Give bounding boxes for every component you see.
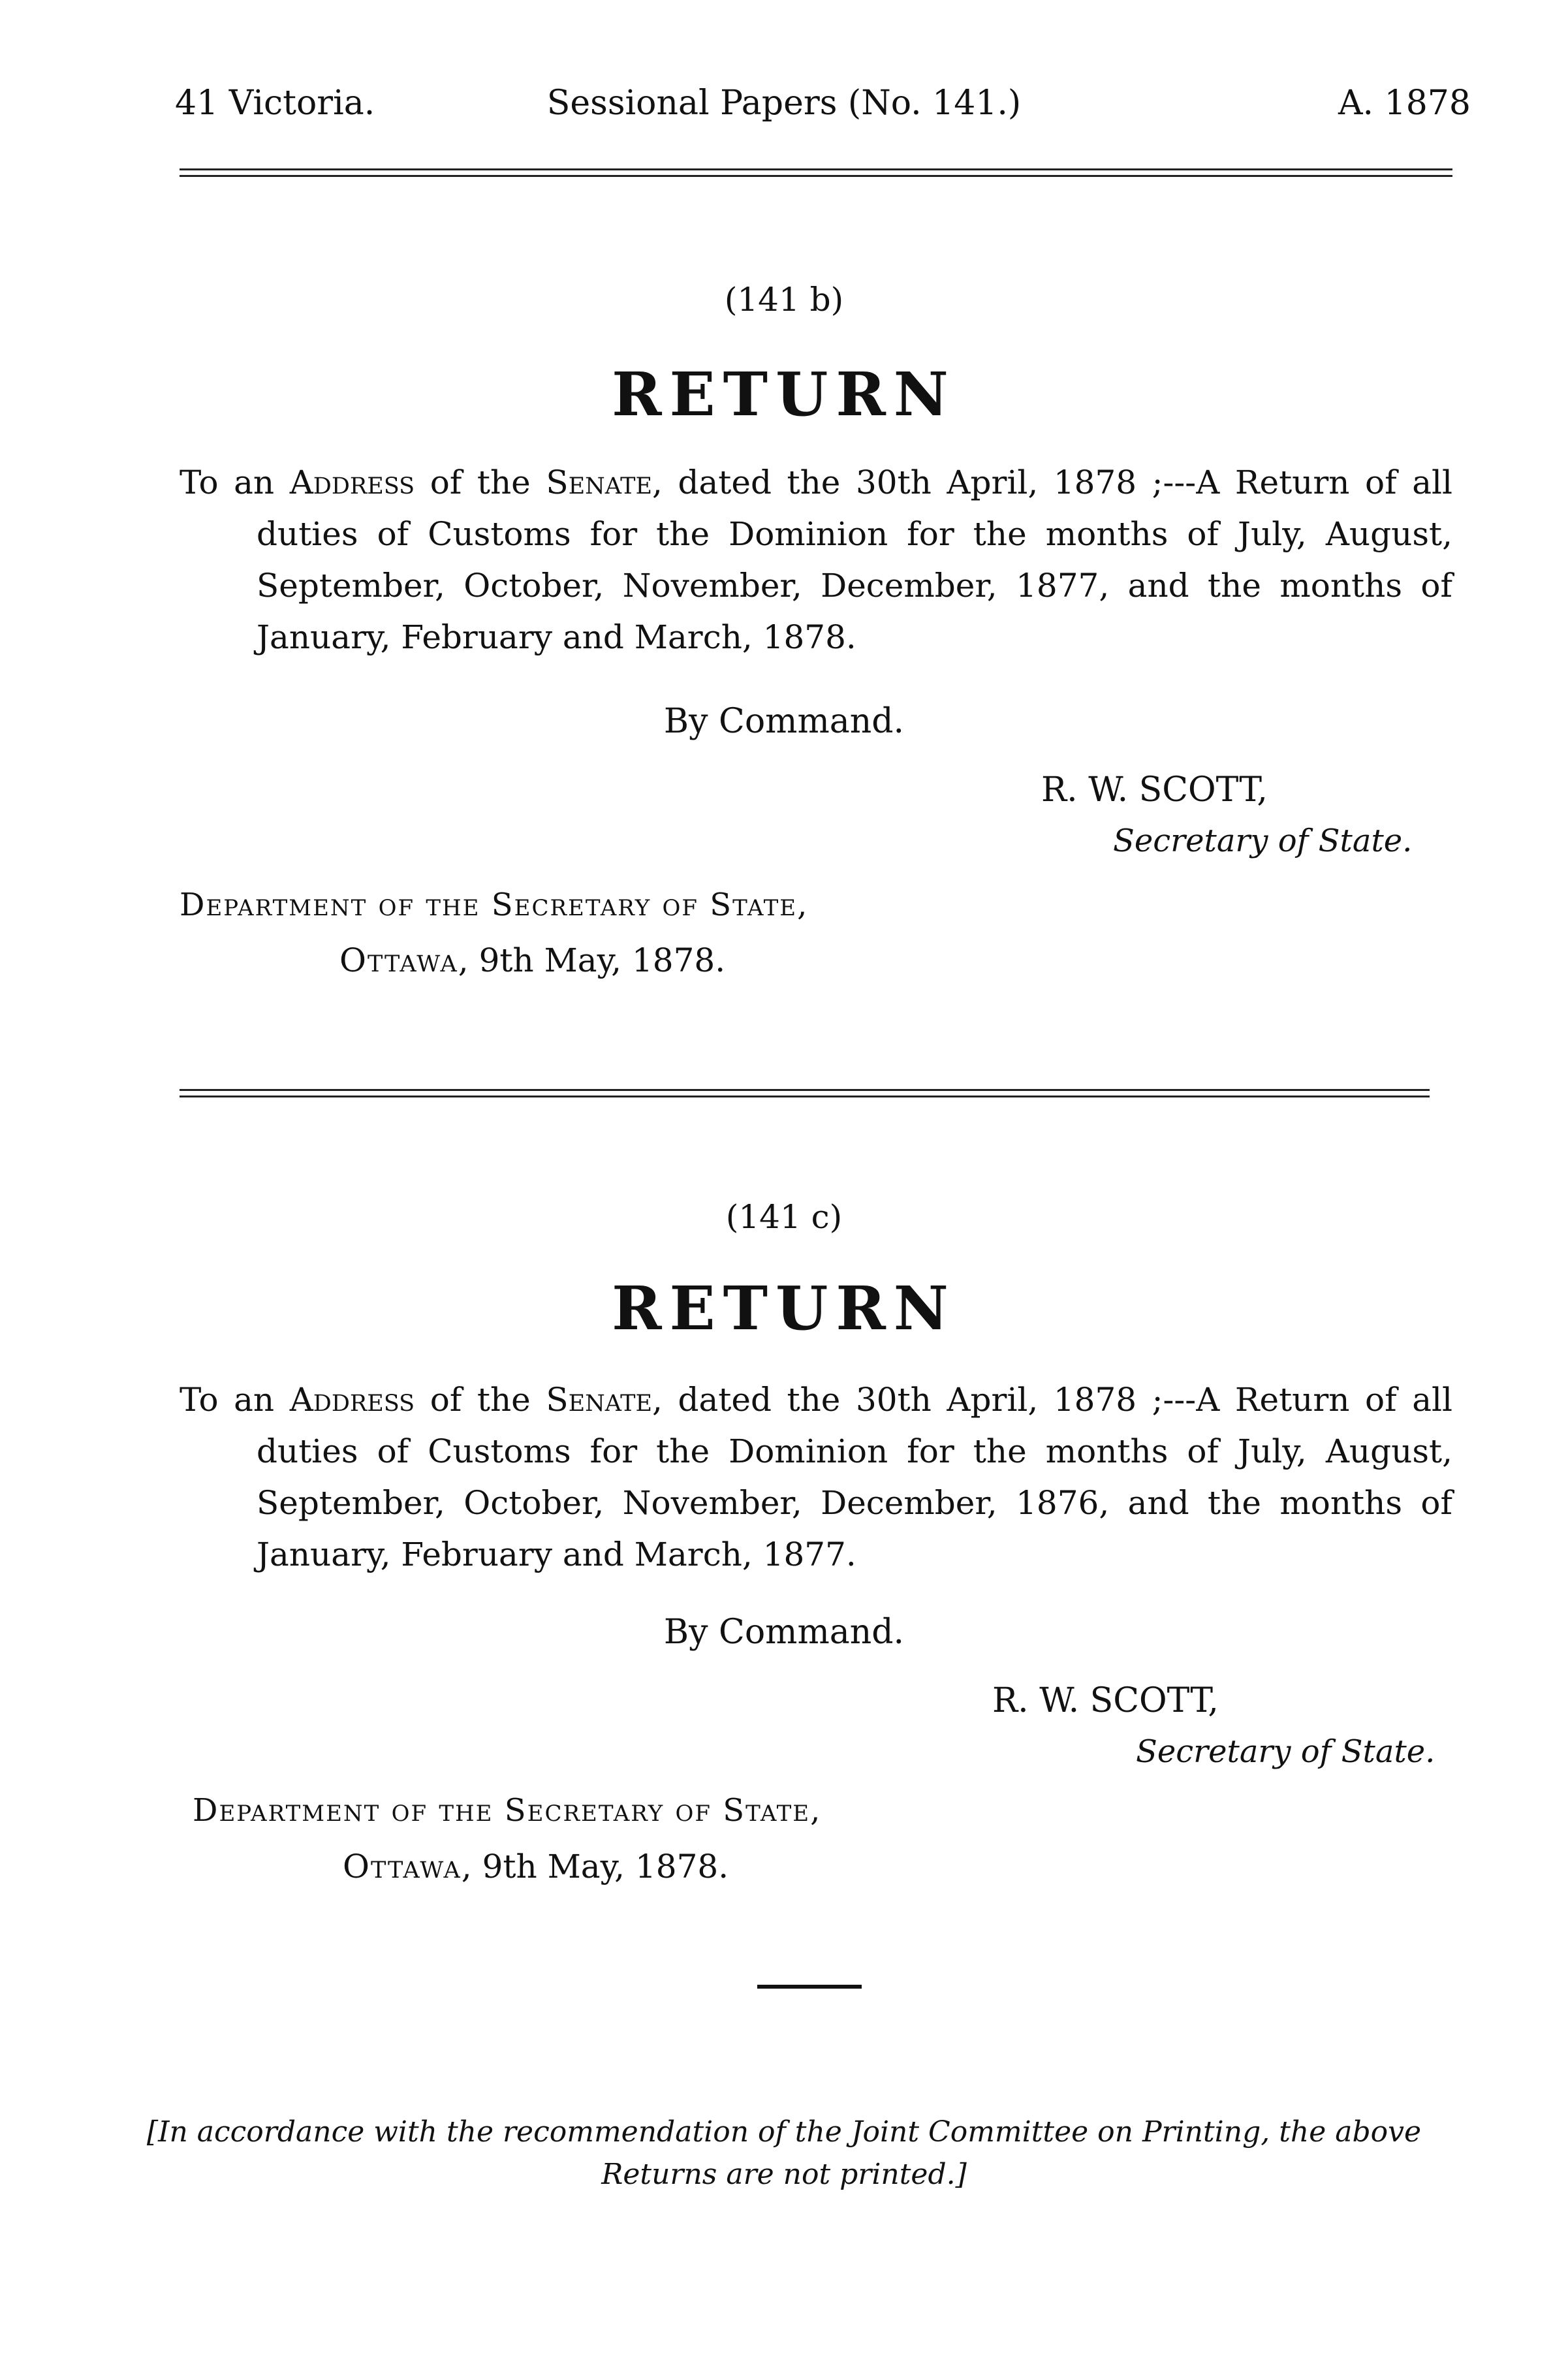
signatory-name: R. W. SCOTT, [992,1681,1219,1720]
paragraph-senate: Senate [546,464,653,501]
closing-rule [757,1985,862,1989]
return-paragraph [180,1374,1452,1581]
date: , 9th May, 1878. [461,1848,729,1885]
place: Ottawa [339,941,458,979]
date: , 9th May, 1878. [458,941,726,979]
department-name: Department of the Secretary of State, [193,1792,822,1829]
by-command: By Command. [663,702,905,741]
paragraph-text: of the [415,464,546,501]
paragraph-text: , dated the 30th April, 1878 ;---A Return of all duties of Customs for the Dominion for the months of July, August, September, October, November, December, 1877, and the months of January, February and March, 1878. [257,464,1452,656]
place-and-date [339,941,725,979]
paragraph-address: Address [289,1381,415,1419]
paragraph-text: To an [180,464,290,501]
paragraph-text: To an [180,1381,290,1419]
section-divider [180,1089,1430,1091]
signatory-title: Secretary of State. [1136,1733,1435,1770]
place-and-date [343,1848,729,1885]
paragraph-address: Address [289,464,415,501]
section-title: RETURN [612,1273,956,1344]
header-session: 41 Victoria. [175,84,375,123]
paragraph-text: , dated the 30th April, 1878 ;---A Return of all duties of Customs for the Dominion for the months of July, August, September, October, November, December, 1876, and the months of January, February and March, 1877. [257,1381,1452,1573]
paragraph-text: of the [415,1381,546,1419]
by-command: By Command. [663,1613,905,1652]
department-name: Department of the Secretary of State, [180,887,809,923]
header-year: A. 1878 [1338,84,1471,123]
section-number: (141 c) [725,1198,843,1236]
section-number: (141 b) [724,281,844,319]
paragraph-senate: Senate [546,1381,653,1419]
section-title: RETURN [612,359,956,430]
signatory-title: Secretary of State. [1113,823,1413,859]
return-paragraph [180,457,1452,663]
section-divider-double [180,1096,1430,1097]
footnote-line-1: [In accordance with the recommendation of the Joint Committee on Printing, the above [146,2115,1422,2149]
signatory-name: R. W. SCOTT, [1041,770,1268,810]
place: Ottawa [343,1848,462,1885]
header-rule [180,168,1452,170]
footnote-line-2: Returns are not printed.] [601,2158,967,2191]
header-title: Sessional Papers (No. 141.) [546,84,1022,123]
header-rule-double [180,175,1452,177]
